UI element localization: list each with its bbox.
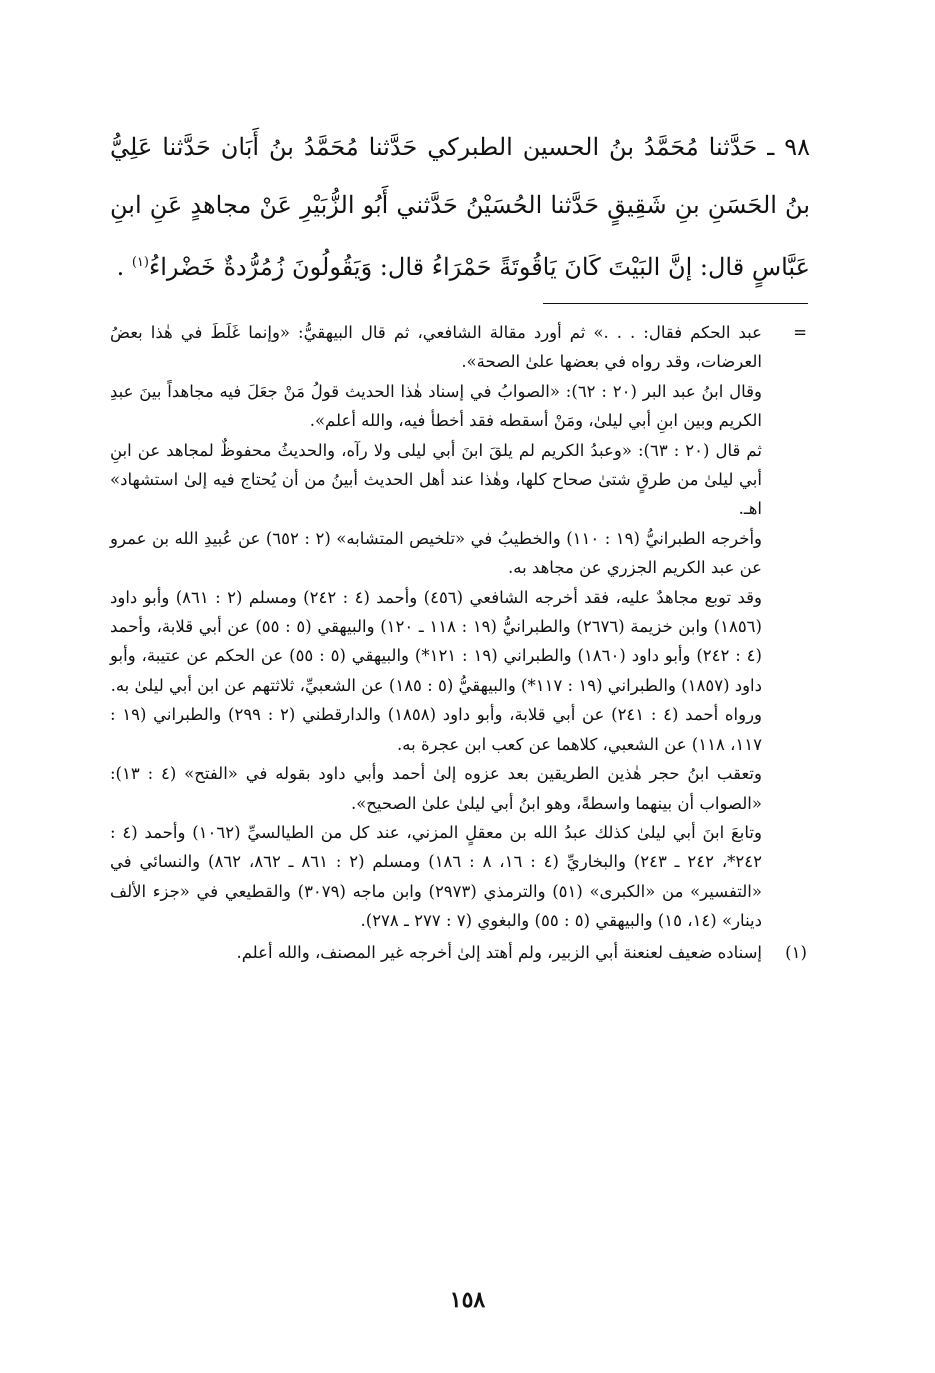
footnote-paragraph: ورواه أحمد (٤ : ٢٤١) عن أبي قلابة، وأبو داود (١٨٥٨) والدارقطني (٢ : ٢٩٩) والطبراني (١٩ : ١١٧، ١١٨) عن الشعبي، كلاهما عن كعب ابن عجرة به. <box>110 705 763 754</box>
footnote-paragraph: وقال ابنُ عبد البر (٢٠ : ٦٢): «الصوابُ في إسناد هٰذا الحديث قولُ مَنْ جعَلَ فيه مجاهداً بينَ عبدِ الكريم وبين ابنِ أبي ليلىٰ، ومَنْ أسقطه فقد أخطأ فيه، والله أعلم». <box>110 381 762 431</box>
footnote-1-text: إسناده ضعيف لعنعنة أبي الزبير، ولم أهتد إلىٰ أخرجه غير المصنف، والله أعلم. <box>236 942 762 962</box>
hadith-paragraph <box>110 118 810 296</box>
footnote-separator <box>543 303 808 304</box>
footnote-paragraph: وأخرجه الطبرانيُّ (١٩ : ١١٠) والخطيبُ في «تلخيص المتشابه» (٢ : ٦٥٢) عن عُبيدِ الله بن عمرو عن عبد الكريم الجزري عن مجاهد به. <box>110 528 762 578</box>
footnote-1-marker: (١) <box>785 942 807 962</box>
footnote-paragraph: ثم قال (٢٠ : ٦٣): «وعبدُ الكريم لم يلقَ ابنَ أبي ليلى ولا رآه، والحديثُ محفوظٌ لمجاهد عن ابنِ أبي ليلىٰ من طرقٍ شتىٰ صحاح كلها، وهٰذا عند أهل الحديث أبينُ من أن يُحتاج فيه إلىٰ استشهاد» اهـ. <box>110 440 762 519</box>
footnote-continuation <box>110 318 810 936</box>
footnote-paragraph: وتعقب ابنُ حجر هٰذين الطريقين بعد عزوه إلىٰ أحمد وأبي داود بقوله في «الفتح» (٤ : ١٣): «الصواب أن بينهما واسطةً، وهو ابنُ أبي ليلىٰ علىٰ الصحيح». <box>110 764 762 813</box>
hadith-end: . <box>116 253 132 281</box>
footnote-1 <box>110 938 810 967</box>
page-number: ١٥٨ <box>449 1287 486 1313</box>
footnote-paragraph: عبد الحكم فقال: . . .» ثم أورد مقالة الشافعي، ثم قال البيهقيُّ: «وإنما غَلَطَ في هٰذا بعضُ العرضات، وقد رواه في بعضها علىٰ الصحة». <box>110 323 762 372</box>
footnote-reference[interactable]: (١) <box>131 255 149 270</box>
hadith-body: ٩٨ ـ حَدَّثنا مُحَمَّدُ بنُ الحسين الطبركي حَدَّثنا مُحَمَّدُ بنُ أَبَان حَدَّثنا عَلِيُّ بنُ الحَسَنِ بنِ شَقِيقٍ حَدَّثنا الحُسَيْنُ حَدَّثني أَبُو الزُّبَيْرِ عَنْ مجاهدٍ عَنِ ابنِ عَبَّاسٍ قال: إنَّ البَيْتَ كَانَ يَاقُوتَةً حَمْرَاءُ قال: وَيَقُولُونَ زُمُرُّدةٌ خَضْراءُ <box>110 133 810 281</box>
hadith-text <box>110 118 810 296</box>
footnotes-section <box>110 318 810 967</box>
footnote-paragraph: وقد توبع مجاهدٌ عليه، فقد أخرجه الشافعي (٤٥٦) وأحمد (٤ : ٢٤٢) ومسلم (٢ : ٨٦١) وأبو داود (١٨٥٦) وابن خزيمة (٢٦٧٦) والطبرانيُّ (١٩ : ١١٨ ـ ١٢٠) والبيهقي (٥ : ٥٥) عن أبي قلابة، وأحمد (٤ : ٢٤٢) وأبو داود (١٨٦٠) والطبراني (١٩ : ١٢١*) والبيهقي (٥ : ٥٥) عن الحكم عن عتيبة، وأبو داود (١٨٥٧) والطبراني (١٩ : ١١٧*) والبيهقيُّ (٥ : ١٨٥) عن الشعبيِّ، ثلاثتهم عن ابن أبي ليلىٰ به. <box>110 587 762 695</box>
footnote-paragraph: وتابعَ ابنَ أبي ليلىٰ كذلك عبدُ الله بن معقلٍ المزني، عند كل من الطيالسيِّ (١٠٦٢) وأحمد (٤ : ٢٤٢*، ٢٤٢ ـ ٢٤٣) والبخاريِّ (٤ : ١٦، ٨ : ١٨٦) ومسلم (٢ : ٨٦١ ـ ٨٦٢، ٨٦٢) والنسائي في «التفسير» من «الكبرى» (٥١) والترمذي (٢٩٧٣) وابن ماجه (٣٠٧٩) والقطيعي في «جزء الألف دينار» (١٤، ١٥) والبيهقي (٥ : ٥٥) والبغوي (٧ : ٢٧٧ ـ ٢٧٨). <box>110 822 762 931</box>
continuation-marker: = <box>793 323 807 342</box>
